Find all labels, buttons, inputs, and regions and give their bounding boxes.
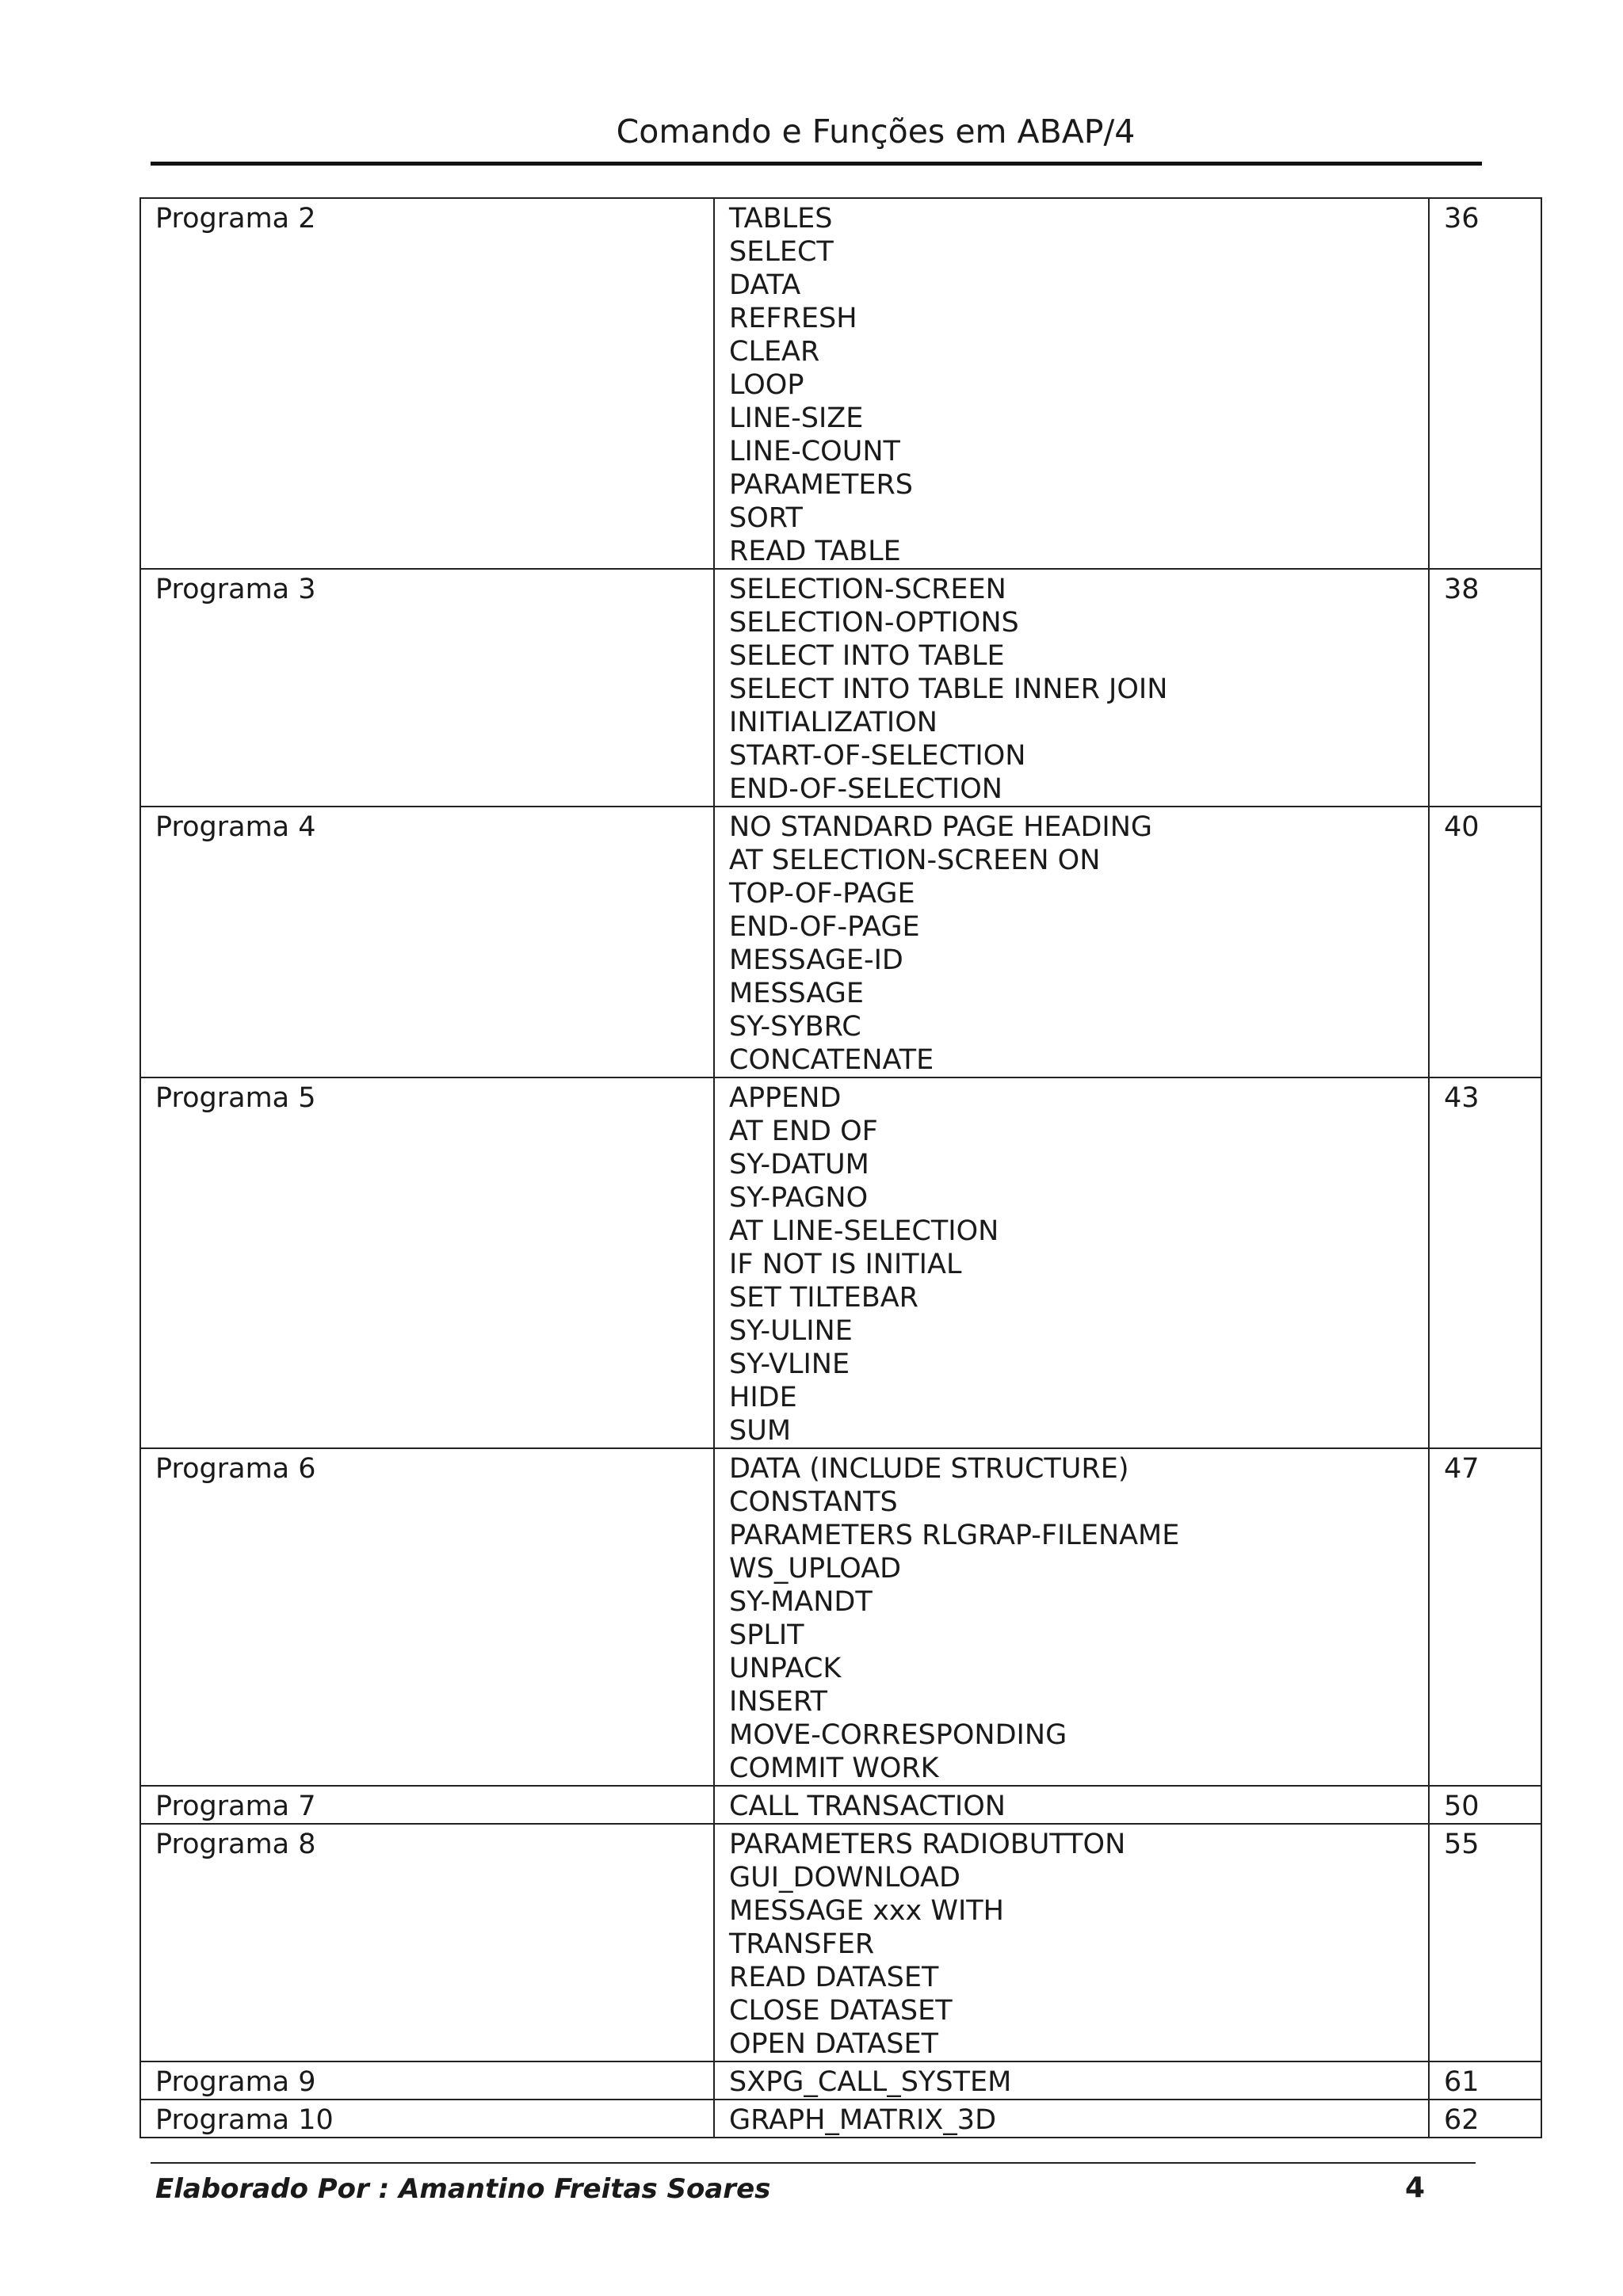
command-item: CLOSE DATASET xyxy=(729,1995,953,2027)
table-row xyxy=(140,1448,1541,1786)
command-item: UNPACK xyxy=(729,1653,842,1684)
command-item: CONSTANTS xyxy=(729,1486,898,1518)
command-item: END-OF-PAGE xyxy=(729,911,920,943)
program-name: Programa 10 xyxy=(140,2100,714,2138)
page-footer xyxy=(151,2162,1476,2211)
command-item: SY-MANDT xyxy=(729,1586,873,1618)
program-name: Programa 2 xyxy=(140,198,714,569)
page-number: 38 xyxy=(1429,569,1541,807)
program-name: Programa 3 xyxy=(140,569,714,807)
command-item: SUM xyxy=(729,1415,792,1447)
command-item: READ TABLE xyxy=(729,536,901,567)
command-item: SPLIT xyxy=(729,1619,804,1651)
command-list xyxy=(714,1786,1429,1824)
command-item: TABLES xyxy=(729,203,833,235)
table-row xyxy=(140,1824,1541,2061)
command-item: SY-PAGNO xyxy=(729,1182,869,1214)
command-item: SXPG_CALL_SYSTEM xyxy=(729,2066,1012,2098)
page-header xyxy=(151,113,1482,166)
command-item: DATA xyxy=(729,269,801,301)
command-item: SELECTION-OPTIONS xyxy=(729,607,1019,639)
command-item: REFRESH xyxy=(729,303,857,334)
program-name: Programa 4 xyxy=(140,807,714,1077)
command-item: TOP-OF-PAGE xyxy=(729,878,915,910)
command-item: CONCATENATE xyxy=(729,1044,934,1076)
command-item: LOOP xyxy=(729,369,804,401)
command-item: INSERT xyxy=(729,1686,827,1718)
command-item: SY-VLINE xyxy=(729,1348,850,1380)
command-item: OPEN DATASET xyxy=(729,2028,938,2060)
command-item: SELECT xyxy=(729,236,834,268)
command-item: PARAMETERS RADIOBUTTON xyxy=(729,1829,1126,1860)
table-row xyxy=(140,198,1541,569)
command-item: READ DATASET xyxy=(729,1962,939,1993)
table-row xyxy=(140,807,1541,1077)
command-item: DATA (INCLUDE STRUCTURE) xyxy=(729,1453,1129,1485)
program-name: Programa 7 xyxy=(140,1786,714,1824)
command-item: CLEAR xyxy=(729,336,820,368)
command-item: SELECT INTO TABLE xyxy=(729,640,1005,672)
command-item: LINE-SIZE xyxy=(729,402,864,434)
command-item: SY-DATUM xyxy=(729,1149,869,1180)
command-list xyxy=(714,807,1429,1077)
command-item: PARAMETERS RLGRAP-FILENAME xyxy=(729,1520,1180,1551)
command-item: IF NOT IS INITIAL xyxy=(729,1249,962,1280)
page-number: 47 xyxy=(1429,1448,1541,1786)
command-item: NO STANDARD PAGE HEADING xyxy=(729,811,1153,843)
command-item: MOVE-CORRESPONDING xyxy=(729,1719,1067,1751)
page-number: 55 xyxy=(1429,1824,1541,2061)
page-number: 36 xyxy=(1429,198,1541,569)
command-item: SY-ULINE xyxy=(729,1315,853,1347)
page-number: 62 xyxy=(1429,2100,1541,2138)
footer-page-number: 4 xyxy=(1404,2172,1425,2204)
command-item: MESSAGE-ID xyxy=(729,944,903,976)
command-list xyxy=(714,1077,1429,1448)
page-number: 40 xyxy=(1429,807,1541,1077)
command-item: MESSAGE xyxy=(729,978,864,1009)
command-item: PARAMETERS xyxy=(729,469,913,501)
program-name: Programa 9 xyxy=(140,2061,714,2100)
command-item: SY-SYBRC xyxy=(729,1011,861,1043)
command-item: INITIALIZATION xyxy=(729,707,938,738)
toc-table xyxy=(139,197,1542,2138)
page-number: 61 xyxy=(1429,2061,1541,2100)
command-item: LINE-COUNT xyxy=(729,436,900,467)
table-row xyxy=(140,1786,1541,1824)
footer-author: Elaborado Por : Amantino Freitas Soares xyxy=(155,2173,771,2205)
command-item: WS_UPLOAD xyxy=(729,1553,902,1585)
page-number: 50 xyxy=(1429,1786,1541,1824)
command-item: CALL TRANSACTION xyxy=(729,1791,1006,1822)
command-list xyxy=(714,2061,1429,2100)
command-item: HIDE xyxy=(729,1382,797,1413)
command-item: COMMIT WORK xyxy=(729,1753,939,1784)
command-item: TRANSFER xyxy=(729,1928,875,1960)
page-title: Comando e Funções em ABAP/4 xyxy=(616,113,1136,151)
command-item: GUI_DOWNLOAD xyxy=(729,1862,960,1894)
command-item: AT SELECTION-SCREEN ON xyxy=(729,845,1101,876)
command-item: AT LINE-SELECTION xyxy=(729,1215,999,1247)
command-item: SELECT INTO TABLE INNER JOIN xyxy=(729,673,1168,705)
command-item: AT END OF xyxy=(729,1116,878,1147)
command-item: GRAPH_MATRIX_3D xyxy=(729,2104,997,2136)
command-list xyxy=(714,1824,1429,2061)
command-item: END-OF-SELECTION xyxy=(729,773,1002,805)
command-item: START-OF-SELECTION xyxy=(729,740,1026,772)
page-number: 43 xyxy=(1429,1077,1541,1448)
command-list xyxy=(714,569,1429,807)
program-name: Programa 6 xyxy=(140,1448,714,1786)
program-name: Programa 8 xyxy=(140,1824,714,2061)
command-list xyxy=(714,2100,1429,2138)
command-list xyxy=(714,1448,1429,1786)
table-row xyxy=(140,2100,1541,2138)
command-item: SORT xyxy=(729,502,803,534)
command-list xyxy=(714,198,1429,569)
table-row xyxy=(140,2061,1541,2100)
command-item: MESSAGE xxx WITH xyxy=(729,1895,1004,1927)
table-row xyxy=(140,569,1541,807)
toc-body xyxy=(140,198,1541,2138)
command-item: SELECTION-SCREEN xyxy=(729,574,1006,605)
command-item: APPEND xyxy=(729,1082,842,1114)
table-row xyxy=(140,1077,1541,1448)
program-name: Programa 5 xyxy=(140,1077,714,1448)
command-item: SET TILTEBAR xyxy=(729,1282,918,1314)
